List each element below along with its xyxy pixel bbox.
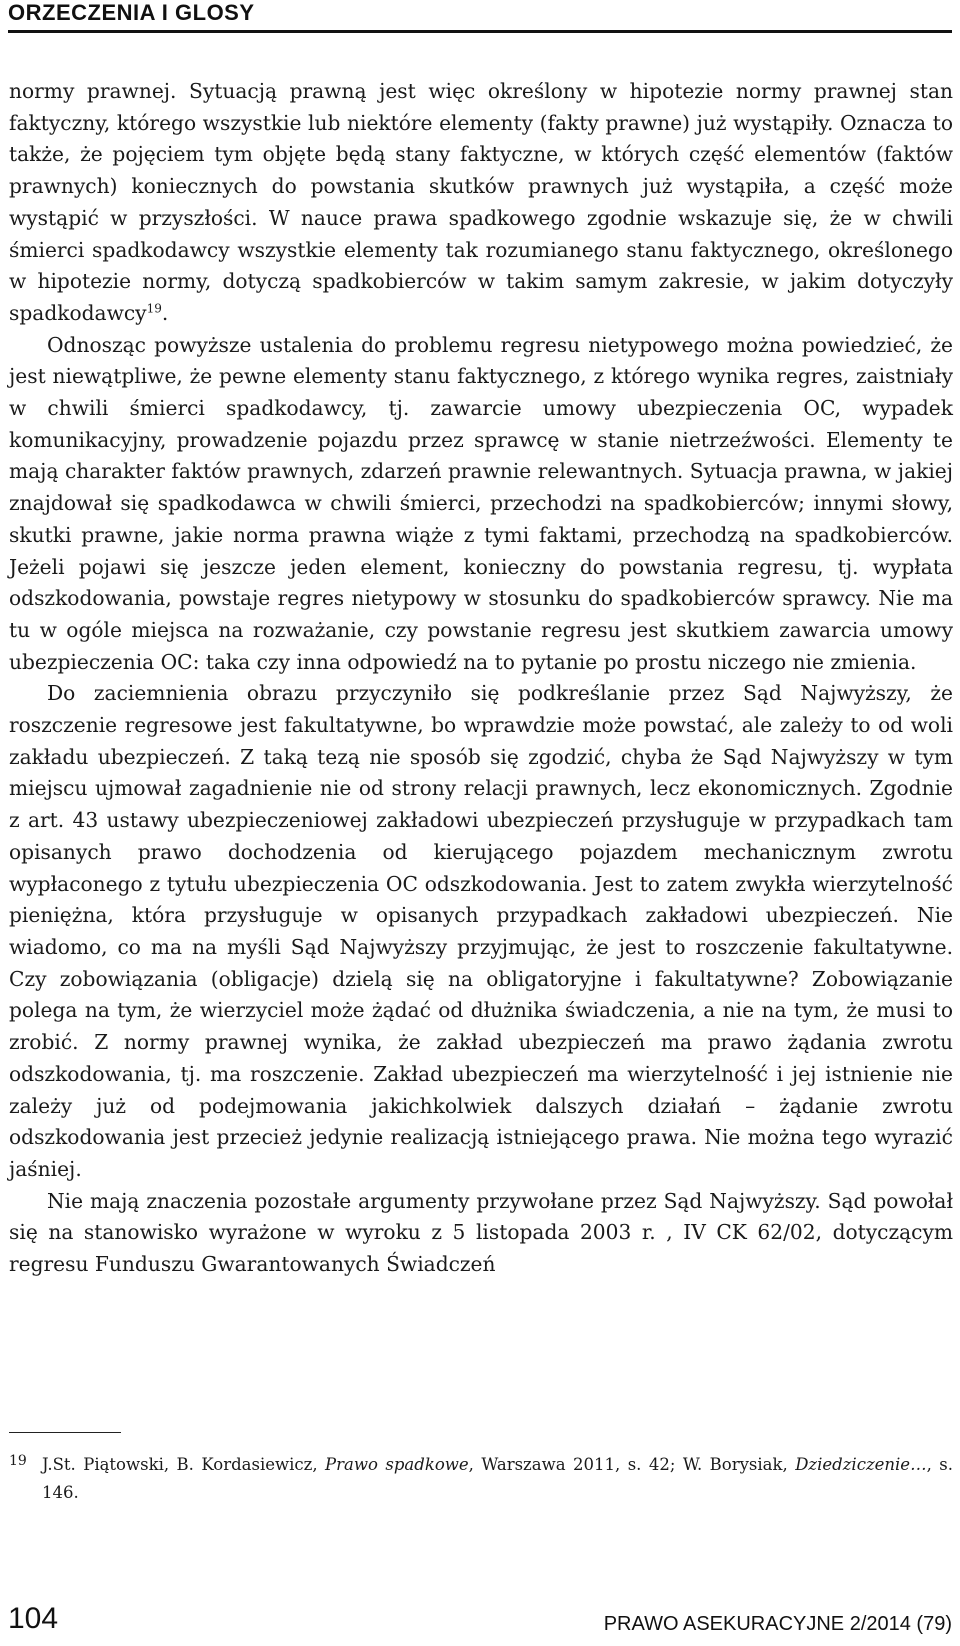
section-header: ORZECZENIA I GLOSY (8, 0, 255, 25)
header-rule (8, 30, 952, 33)
page-number: 104 (8, 1602, 59, 1635)
book-title: Prawo spadkowe (325, 1455, 469, 1474)
paragraph-text: normy prawnej. Sytuacją prawną jest więc określony w hipotezie normy prawnej stan faktyczny, którego wszystkie lub niektóre elementy (fakty prawne) już wystąpiły. Oznacza to także, że pojęciem tym objęte będą stany faktyczne, w których część elementów (faktów prawnych) koniecznych do powstania skutków prawnych już wystąpiła, a część może wystąpić w przyszłości. W nauce prawa spadkowego zgodnie wskazuje się, że w chwili śmierci spadkodawcy wszystkie elementy tak rozumianego stanu faktycznego, określonego w hipotezie normy, dotyczą spadkobierców w takim samym zakresie, w jakim dotyczyły spadkodawcy (9, 79, 953, 325)
paragraph: Do zaciemnienia obrazu przyczyniło się podkreślanie przez Sąd Najwyższy, że roszczenie regresowe jest fakultatywne, bo wprawdzie może powstać, ale zależy to od woli zakładu ubezpieczeń. Z taką tezą nie sposób się zgodzić, chyba że Sąd Najwyższy w tym miejscu ujmował zagadnienie nie od strony relacji prawnych, lecz ekonomicznych. Zgodnie z art. 43 ustawy ubezpieczeniowej zakładowi ubezpieczeń przysługuje w przypadkach tam opisanych prawo dochodzenia od kierującego pojazdem mechanicznym zwrotu wypłaconego z tytułu ubezpieczenia OC odszkodowania. Jest to zatem zwykła wierzytelność pieniężna, która przysługuje w opisanych przypadkach zakładowi ubezpieczeń. Nie wiadomo, co ma na myśli Sąd Najwyższy przyjmując, że jest to roszczenie fakultatywne. Czy zobowiązania (obligacje) dzielą się na obligatoryjne i fakultatywne? Zobowiązanie polega na tym, że wierzyciel może żądać od dłużnika świadczenia, a nie na tym, że musi to zrobić. Z normy prawnej wynika, że zakład ubezpieczeń ma prawo żądania zwrotu odszkodowania, tj. ma roszczenie. Zakład ubezpieczeń ma wierzytelność i jej istnienie nie zależy już od podejmowania jakichkolwiek dalszych działań – żądanie zwrotu odszkodowania jest przecież jedynie realizacją istniejącego prawa. Nie można tego wyrazić jaśniej. (9, 681, 953, 1181)
paragraph-tail: . (161, 300, 169, 325)
paragraph (9, 76, 953, 330)
paragraph: Odnosząc powyższe ustalenia do problemu regresu nietypowego można powiedzieć, że jest niewątpliwe, że pewne elementy stanu faktycznego, z którego wynika regres, zaistniały w chwili śmierci spadkodawcy, tj. zawarcie umowy ubezpieczenia OC, wypadek komunikacyjny, prowadzenie pojazdu przez sprawcę w stanie nietrzeźwości. Elementy te mają charakter faktów prawnych, zdarzeń prawnie relewantnych. Sytuacja prawna, w jakiej znajdował się spadkodawca w chwili śmierci, przechodzi na spadkobierców; innymi słowy, skutki prawne, jakie norma prawna wiąże z tymi faktami, przechodzą na spadkobierców. Jeżeli pojawi się jeszcze jeden element, konieczny do powstania regresu, tj. wypłata odszkodowania, powstaje regres nietypowy w stosunku do spadkobierców sprawcy. Nie ma tu w ogóle miejsca na rozważanie, czy powstanie regresu jest skutkiem zawarcia umowy ubezpieczenia OC: taka czy inna odpowiedź na to pytanie po prostu niczego nie zmienia. (9, 332, 953, 674)
article-body (9, 76, 953, 1281)
footnote-reference: 19 (146, 301, 162, 316)
paragraph: Nie mają znaczenia pozostałe argumenty przywołane przez Sąd Najwyższy. Sąd powołał się na stanowisko wyrażone w wyroku z 5 listopada 2003 r. , IV CK 62/02, dotyczącym regresu Funduszu Gwarantowanych Świadczeń (9, 1188, 953, 1277)
footnote-divider (9, 1432, 121, 1433)
footnote-number: 19 (9, 1453, 27, 1469)
footnote-text: J.St. Piątowski, B. Kordasiewicz, Prawo spadkowe, Warszawa 2011, s. 42; W. Borysiak, Dziedziczenie…, s. 146. (42, 1455, 953, 1502)
journal-name: PRAWO ASEKURACYJNE 2/2014 (79) (603, 1613, 952, 1635)
book-title: Dziedziczenie… (795, 1455, 927, 1474)
footnote (9, 1451, 953, 1507)
